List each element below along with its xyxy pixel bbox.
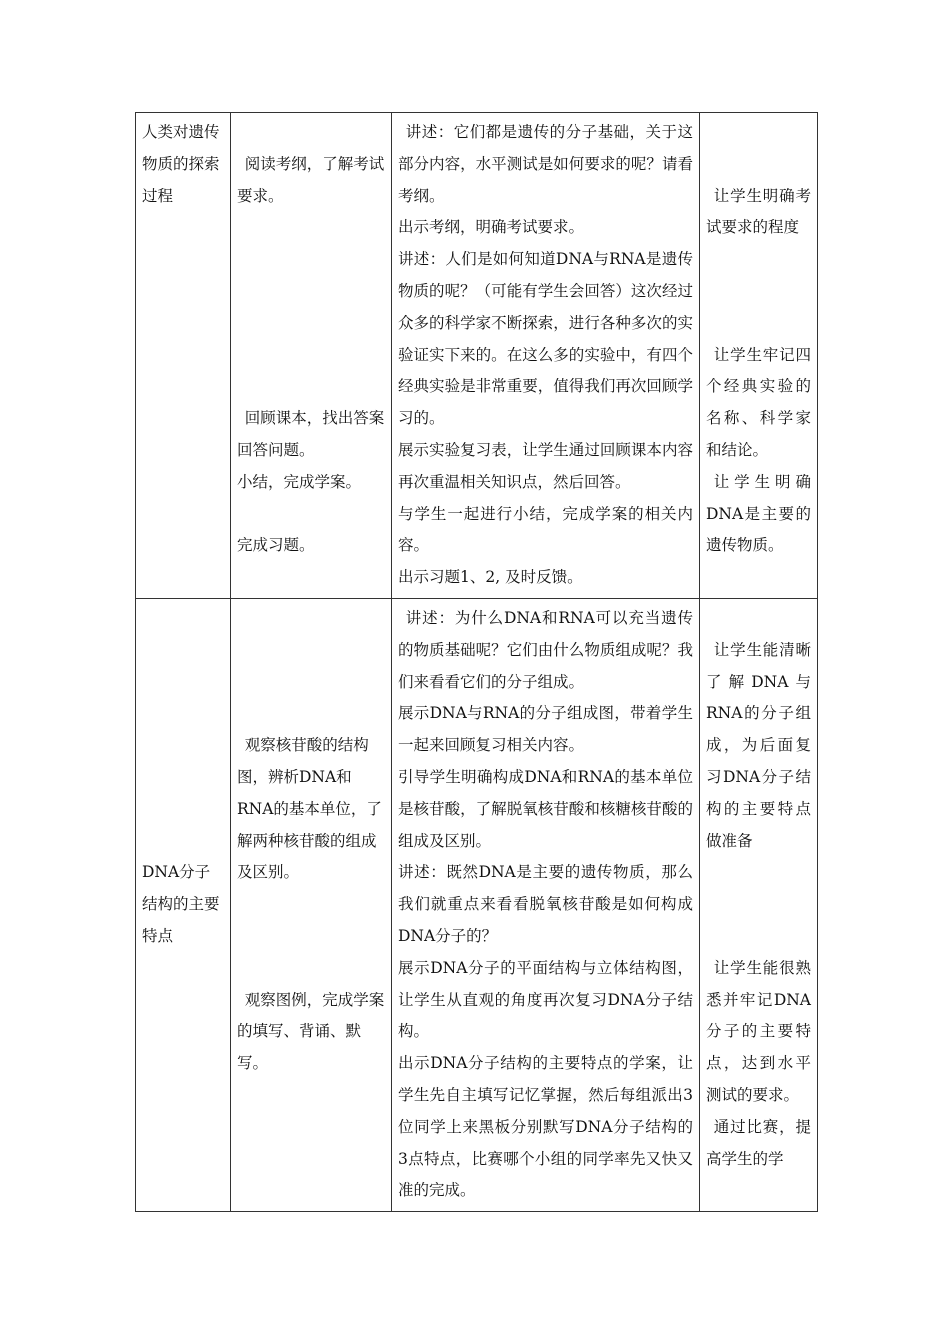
teacher-activity: 出示习题1、2, 及时反馈。 <box>398 568 583 587</box>
topic-cell <box>136 113 231 599</box>
teacher-activity: 讲述：为什么DNA和RNA可以充当遗传的物质基础呢？它们由什么物质组成呢？我们来看看它们的分子组成。 <box>398 608 693 691</box>
table-row <box>136 113 818 599</box>
topic-text: 人类对遗传物质的探索过程 <box>142 123 220 205</box>
design-intent: 让学生能很熟悉并牢记DNA分子的主要特点，达到水平测试的要求。 <box>706 958 811 1104</box>
student-activity: 完成习题。 <box>237 536 315 555</box>
student-activity-cell <box>231 598 392 1211</box>
design-intent: 通过比赛，提高学生的学 <box>706 1117 811 1168</box>
teacher-activity: 引导学生明确构成DNA和RNA的基本单位是核苷酸，了解脱氧核苷酸和核糖核苷酸的组成及区别。 <box>398 767 693 850</box>
teacher-activity: 与学生一起进行小结，完成学案的相关内容。 <box>398 504 693 555</box>
design-intent-cell <box>700 598 818 1211</box>
design-intent: 让学生明确DNA是主要的遗传物质。 <box>706 472 811 555</box>
student-activity: 回顾课本，找出答案回答问题。 <box>237 409 385 459</box>
teacher-activity-cell <box>392 113 700 599</box>
student-activity: 观察核苷酸的结构图，辨析DNA和RNA的基本单位，了解两种核苷酸的组成及区别。 <box>237 736 382 882</box>
topic-text: DNA分子结构的主要特点 <box>142 863 220 945</box>
design-intent-cell <box>700 113 818 599</box>
design-intent: 让学生能清晰了解DNA与RNA的分子组成，为后面复习DNA分子结构的主要特点做准备 <box>706 640 811 850</box>
lesson-plan-table <box>135 112 818 1212</box>
teacher-activity: 出示DNA分子结构的主要特点的学案，让学生先自主填写记忆掌握，然后每组派出3位同学上来黑板分别默写DNA分子结构的3点特点，比赛哪个小组的同学率先又快又准的完成。 <box>398 1054 693 1200</box>
teacher-activity: 讲述：人们是如何知道DNA与RNA是遗传物质的呢？（可能有学生会回答）这次经过众多的科学家不断探索，进行各种多次的实验证实下来的。在这么多的实验中，有四个经典实验是非常重要，值得我们再次回顾学习的。 <box>398 250 693 428</box>
student-activity: 阅读考纲，了解考试要求。 <box>237 154 385 205</box>
teacher-activity: 讲述：既然DNA是主要的遗传物质，那么我们就重点来看看脱氧核苷酸是如何构成DNA分子的？ <box>398 863 693 945</box>
teacher-activity: 展示DNA分子的平面结构与立体结构图，让学生从直观的角度再次复习DNA分子结构。 <box>398 958 693 1041</box>
student-activity: 观察图例，完成学案的填写、背诵、默写。 <box>237 990 385 1073</box>
teacher-activity: 展示实验复习表，让学生通过回顾课本内容再次重温相关知识点，然后回答。 <box>398 440 693 491</box>
student-activity: 小结，完成学案。 <box>237 472 362 491</box>
table-row <box>136 598 818 1211</box>
teacher-activity-cell <box>392 598 700 1211</box>
teacher-activity: 展示DNA与RNA的分子组成图，带着学生一起来回顾复习相关内容。 <box>398 704 693 755</box>
design-intent: 让学生明确考试要求的程度 <box>706 186 811 237</box>
student-activity-cell <box>231 113 392 599</box>
topic-cell <box>136 598 231 1211</box>
teacher-activity: 出示考纲，明确考试要求。 <box>398 218 585 237</box>
teacher-activity: 讲述：它们都是遗传的分子基础，关于这部分内容，水平测试是如何要求的呢？请看考纲。 <box>398 123 693 205</box>
design-intent: 让学生牢记四个经典实验的名称、科学家和结论。 <box>706 345 811 459</box>
